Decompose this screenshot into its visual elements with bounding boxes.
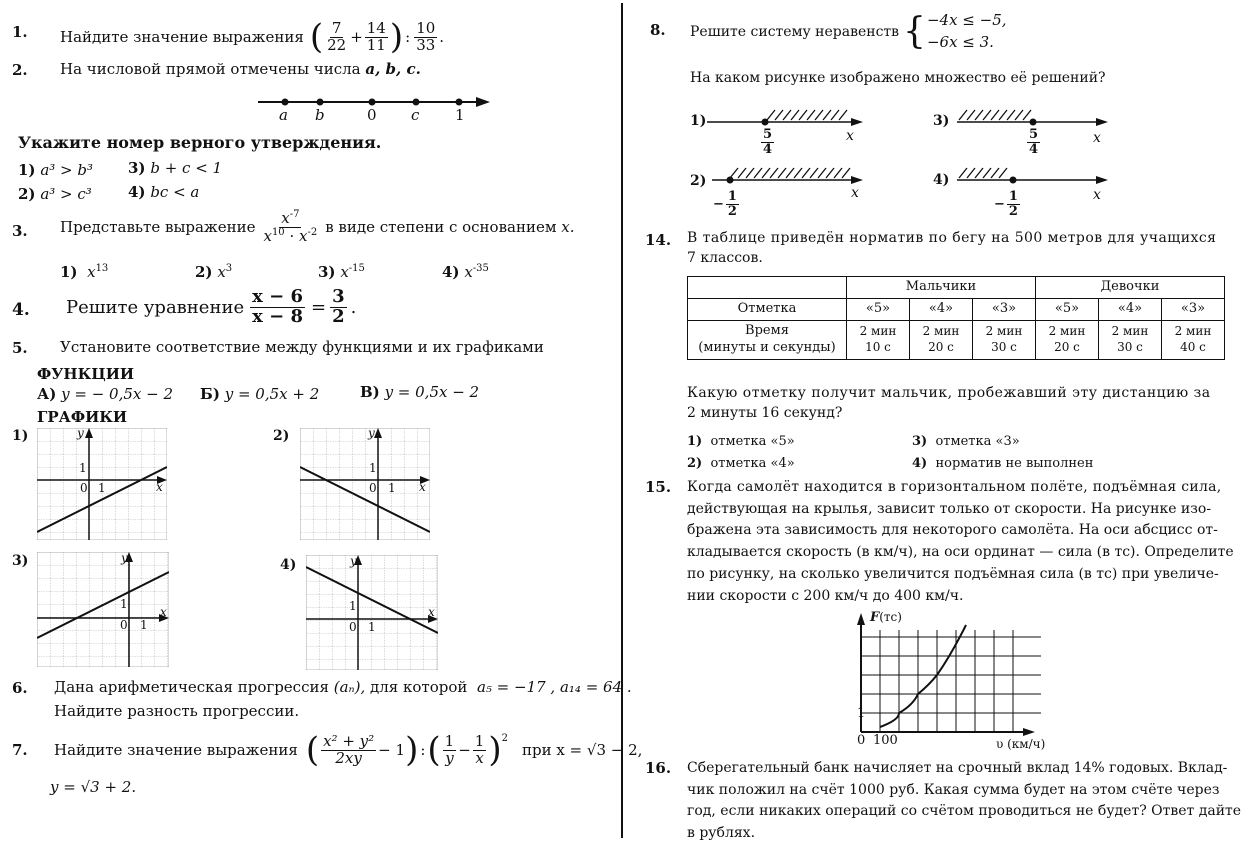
question-16: 16. Сберегательный банк начисляет на срочный вклад 14% годовых. Вклад- чик положил на счёт 1000 руб. Какая сумма будет на этом счёте через год, если никаких операций со счётом проводиться не будет? Ответ дайте в рублях. [645, 759, 1242, 841]
point-label-c: c [411, 106, 420, 124]
question-5: 5. Установите соответствие между функциями и их графиками [12, 338, 544, 357]
q2-option-2[interactable]: 2) a³ > c³ [18, 185, 92, 203]
q8-option-2-line[interactable] [710, 166, 865, 186]
lift-speed-chart [855, 610, 1070, 750]
fraction: $\frac{10}{33}$ [416, 18, 436, 54]
point-label-a: a [279, 106, 288, 124]
header-girls: Девочки [1036, 277, 1225, 299]
fraction: $\frac{3}{2}$ [332, 286, 345, 327]
fraction: $\frac{14}{11}$ [366, 18, 386, 54]
q2-option-1[interactable]: 1) a³ > b³ [18, 161, 94, 179]
function-b: Б) y = 0,5x + 2 [200, 385, 320, 403]
q8-option-1-line[interactable] [705, 108, 865, 128]
chart-xlabel: υ (км/ч) [996, 737, 1046, 751]
q14-option-1[interactable]: 1) отметка «5» [687, 434, 795, 449]
question-6: 6. Дана арифметическая прогрессия (aₙ), для которой a₅ = −17 , a₁₄ = 64 . Найдите разность прогрессии. [12, 678, 632, 720]
q2-option-3[interactable]: 3) b + c < 1 [128, 159, 223, 177]
fraction: $\frac{1}{y}$ [444, 731, 455, 767]
column-divider [621, 3, 623, 838]
chart-ylabel: F(тс) [870, 610, 902, 625]
q3-option-4[interactable]: 4) $x^{-35}$ [442, 263, 489, 281]
function-v: В) y = 0,5x − 2 [360, 383, 480, 401]
header-boys: Мальчики [847, 277, 1036, 299]
fraction: $\frac{\text{x² + y²}}{2xy}$ [323, 731, 375, 767]
q14-option-4[interactable]: 4) норматив не выполнен [912, 456, 1094, 471]
q14-option-3[interactable]: 3) отметка «3» [912, 434, 1020, 449]
q3-option-2[interactable]: 2) $x^3$ [195, 263, 233, 281]
graphs-heading: ГРАФИКИ [37, 408, 128, 426]
running-norm-table: Мальчики Девочки Отметка «5» «4» «3» «5» «4» «3» Время (минуты и секунды) 2 мин 10 с 2 мин 20 с 2 мин 30 с 2 мин 20 с 2 мин 30 с 2 мин 40 с [687, 276, 1225, 360]
fraction: $\frac{x - 6}{x - 8}$ [252, 286, 303, 327]
point-label-b: b [315, 106, 325, 124]
q8-option-4-line[interactable] [955, 166, 1110, 186]
fraction: $\frac{1}{x}$ [474, 731, 485, 767]
q2-option-4[interactable]: 4) bc < a [128, 183, 200, 201]
q3-option-3[interactable]: 3) $x^{-15}$ [318, 263, 365, 281]
fraction: $\frac{7}{22}$ [327, 18, 347, 54]
point-label-one: 1 [455, 106, 465, 124]
q8-option-3-line[interactable] [955, 108, 1110, 128]
q14-option-2[interactable]: 2) отметка «4» [687, 456, 795, 471]
graph-4 [306, 555, 438, 670]
q2-prompt: Укажите номер верного утверждения. [18, 133, 382, 152]
graph-2 [300, 428, 430, 540]
question-2: 2. На числовой прямой отмечены числа a, b, c. [12, 60, 421, 79]
question-14: 14. В таблице приведён норматив по бегу на 500 метров для учащихся 7 классов. [645, 230, 1217, 266]
functions-heading: ФУНКЦИИ [37, 365, 135, 383]
q8-prompt: На каком рисунке изображено множество её решений? [690, 70, 1106, 86]
question-1-text: Найдите значение выражения [60, 28, 304, 46]
function-a: А) y = − 0,5x − 2 [37, 385, 173, 403]
question-15: 15. Когда самолёт находится в горизонтальном полёте, подъёмная сила, действующая на крылья, зависит только от скорости. На рисунке изо- бражена эта зависимость для некоторого самолёта. На оси абсцисс от- кладывается скорость (в км/ч), на оси ординат — сила (в тс). Определите по рисунку, на сколько увеличится подъёмная сила (в тс) при увеличе- нии скорости с 200 км/ч до 400 км/ч. [645, 478, 1234, 604]
q3-option-1[interactable]: 1) $x^{13}$ [60, 263, 109, 281]
graph-3 [37, 552, 169, 667]
fraction: $\frac{x^{-7}}{x^{10} \cdot x^{-2}}$ [263, 209, 318, 245]
point-label-zero: 0 [367, 106, 377, 124]
